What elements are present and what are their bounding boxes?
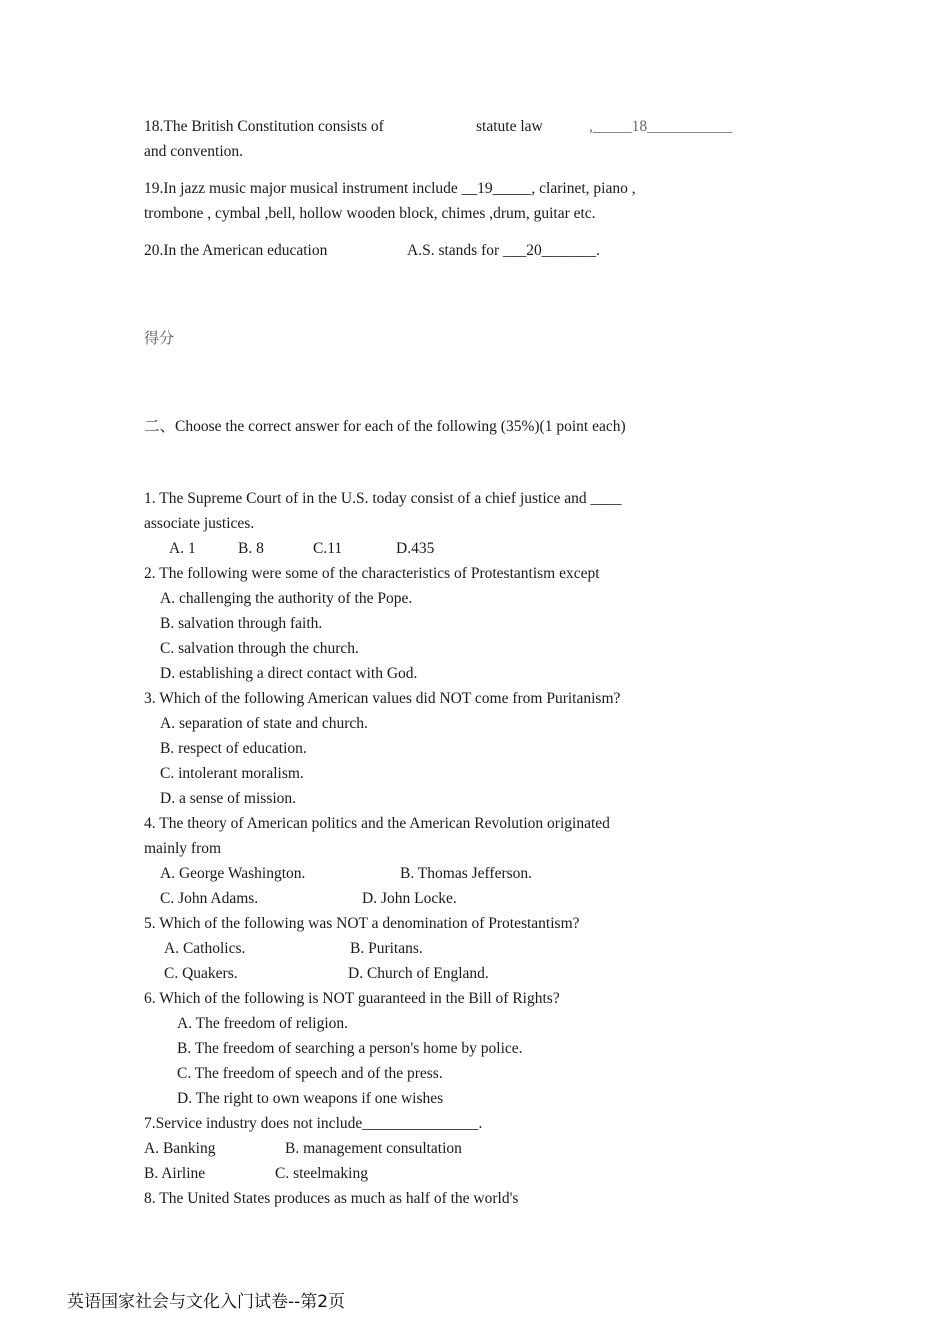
q4-option-a: A. George Washington. <box>160 865 306 882</box>
q1-option-a: A. 1 <box>169 540 196 557</box>
page-footer: 英语国家社会与文化入门试卷--第2页 <box>67 1292 346 1312</box>
q20-part2: A.S. stands for ___20_______. <box>407 242 600 259</box>
q1-line2: associate justices. <box>144 515 255 532</box>
q3-option-d: D. a sense of mission. <box>160 790 297 807</box>
q5-stem: 5. Which of the following was NOT a denomination of Protestantism? <box>144 915 580 932</box>
q4-line1: 4. The theory of American politics and the American Revolution originated <box>144 815 610 832</box>
q4-option-b: B. Thomas Jefferson. <box>400 865 533 882</box>
q6-option-b: B. The freedom of searching a person's home by police. <box>177 1040 523 1057</box>
q5-option-b: B. Puritans. <box>350 940 423 957</box>
q19-line1: 19.In jazz music major musical instrument include __19_____, clarinet, piano , <box>144 180 636 197</box>
q2-option-c: C. salvation through the church. <box>160 640 359 657</box>
q5-option-c: C. Quakers. <box>164 965 238 982</box>
q1-option-d: D.435 <box>396 540 435 557</box>
q6-option-d: D. The right to own weapons if one wishes <box>177 1090 444 1107</box>
q7-option-c: B. Airline <box>144 1165 206 1182</box>
q18-part1: 18.The British Constitution consists of <box>144 118 384 135</box>
q1-option-c: C.11 <box>313 540 343 557</box>
q19-line2: trombone , cymbal ,bell, hollow wooden block, chimes ,drum, guitar etc. <box>144 205 596 222</box>
q8-stem: 8. The United States produces as much as half of the world's <box>144 1190 519 1207</box>
q1-line1: 1. The Supreme Court of in the U.S. today consist of a chief justice and ____ <box>144 490 622 507</box>
q18-line2: and convention. <box>144 143 244 160</box>
q7-option-a: A. Banking <box>144 1140 216 1157</box>
q5-option-d: D. Church of England. <box>348 965 489 982</box>
q7-option-d: C. steelmaking <box>275 1165 368 1182</box>
q7-stem: 7.Service industry does not include_______________. <box>144 1115 483 1132</box>
q6-option-c: C. The freedom of speech and of the press. <box>177 1065 443 1082</box>
q20-part1: 20.In the American education <box>144 242 328 259</box>
q4-option-d: D. John Locke. <box>362 890 457 907</box>
q18-blank: ,_____18___________ <box>589 118 733 135</box>
q18-part2: statute law <box>476 118 543 135</box>
section2-heading: 二、Choose the correct answer for each of the following (35%)(1 point each) <box>144 418 626 435</box>
score-label: 得分 <box>144 329 175 347</box>
q3-option-b: B. respect of education. <box>160 740 307 757</box>
q3-option-a: A. separation of state and church. <box>160 715 368 732</box>
q5-option-a: A. Catholics. <box>164 940 246 957</box>
q6-stem: 6. Which of the following is NOT guaranteed in the Bill of Rights? <box>144 990 560 1007</box>
q3-option-c: C. intolerant moralism. <box>160 765 304 782</box>
q2-option-a: A. challenging the authority of the Pope. <box>160 590 413 607</box>
q2-option-d: D. establishing a direct contact with God. <box>160 665 418 682</box>
q4-line2: mainly from <box>144 840 222 857</box>
q2-stem: 2. The following were some of the characteristics of Protestantism except <box>144 565 600 582</box>
q3-stem: 3. Which of the following American values did NOT come from Puritanism? <box>144 690 621 707</box>
q6-option-a: A. The freedom of religion. <box>177 1015 349 1032</box>
q2-option-b: B. salvation through faith. <box>160 615 323 632</box>
q4-option-c: C. John Adams. <box>160 890 259 907</box>
q1-option-b: B. 8 <box>238 540 264 557</box>
q7-option-b: B. management consultation <box>285 1140 462 1157</box>
